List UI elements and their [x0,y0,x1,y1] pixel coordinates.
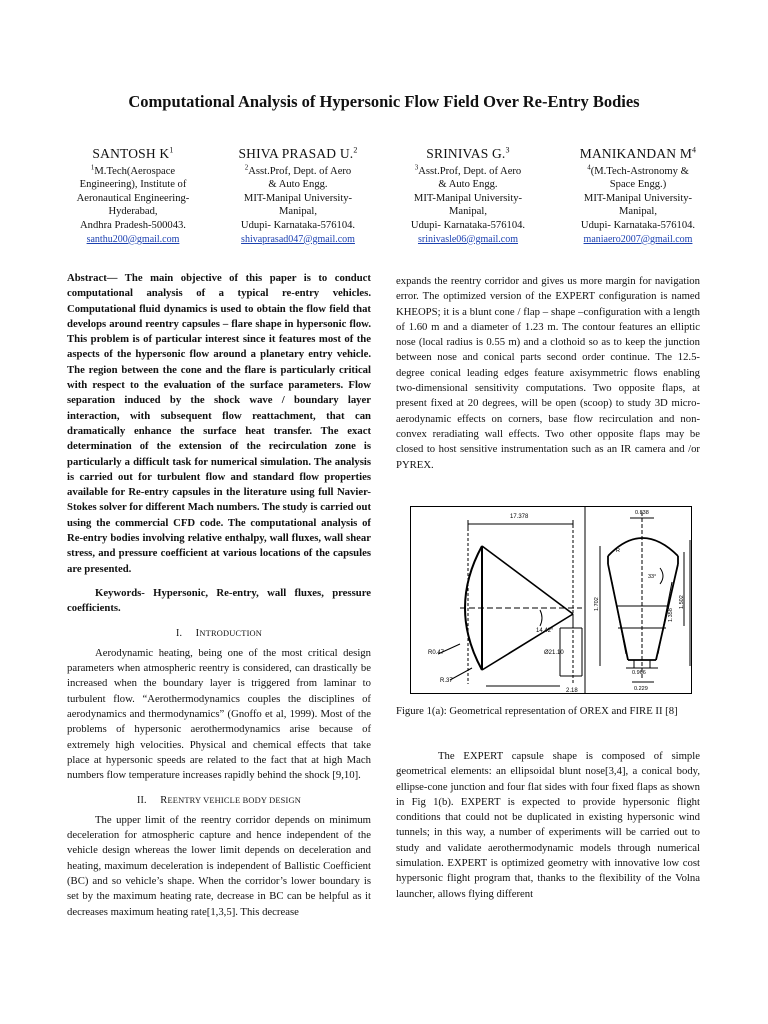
author-affiliation-line: Udupi- Karnataka-576104. [410,219,526,231]
author-affiliation-line: Engineering), Institute of [79,179,187,191]
author-affiliation-line: Hyderabad, [108,206,158,218]
author-email-link[interactable]: santhu200@gmail.com [86,233,180,245]
fire-height3-label: 1.358 [668,608,674,622]
section-heading-introduction: I. INTRODUCTION [175,627,263,639]
author-block-2 [218,147,378,246]
paper-title: Computational Analysis of Hypersonic Flow Field Over Re-Entry Bodies [128,92,640,111]
author-email-link[interactable]: maniaero2007@gmail.com [583,233,693,245]
right-column-paragraph: expands the reentry corridor and gives us more margin for navigation error. The optimized version of the EXPERT configuration is named KHEOPS; it is a blunt cone / flap – shape –configuration with a length of 1.60 m and a diameter of 1.23 m. The contour features an elliptic nose (local radius is 0.55 m) and a clothoid so as to keep the junction between nose and conical parts second order continue. The 12.5-degree conical leading edges feature axisymmetric flows enabling two-dimensional sensitivity computations. Two opposite flaps, at present fixed at 20 degrees, will be open (scoop) to study 3D micro-aerodynamic effects on corners, base flow recirculation and non-convex reradiating wall effects. Two other opposite flaps may be closed to host sensitive instrumentation such as an IR camera and /or PYREX. [396,275,700,471]
fire-top-dimension-label: 0.838 [635,510,649,516]
author-email-link[interactable]: shivaprasad047@gmail.com [241,233,355,245]
reentry-paragraph: The upper limit of the reentry corridor depends on minimum deceleration for atmospheric capture and hence independent of the vehicle design whereas the lower limit depends on deceleration and heating, maximum deceleration is independent of Ballistic Coefficient (BC) and so vehicle’s shape. When the corridor’s lower boundary is set by the maximum heating rate, decrease in BC can be helpful as it decreases maximum heating rate[1,3,5]. This decrease [67,813,371,918]
author-affiliation-line: MIT-Manipal University- [413,192,523,204]
fire-height-label: 1.702 [594,597,600,611]
author-affiliation-line: MIT-Manipal University- [583,192,693,204]
author-name: SANTOSH $K^1$ [92,145,174,161]
author-affiliation-line: & Auto Engg. [438,179,498,191]
author-email-link[interactable]: srinivasle06@gmail.com [417,233,519,245]
author-affiliation-line: Space Engg.) [609,179,667,191]
author-affiliation-line: $^1$M.Tech(Aerospace [90,163,176,177]
orex-radius2-label: R.37 [440,678,453,684]
author-affiliation-line: $^3$Asst.Prof, Dept. of Aero [414,163,522,177]
fire-height2-label: 1.502 [679,595,685,609]
author-affiliation-line: $^4$(M.Tech-Astronomy & [587,163,689,177]
abstract: Abstract— The main objective of this paper is to conduct computational analysis of a typical re-entry vehicles. Computational fluid dynamics is used to obtain the flow field that develops around reentry capsules – flare shape in hypersonic flow. This problem is of particular interest since it features most of the aspects of the hypersonic flow around a planetary entry vehicle. The region between the cone and the flare is particularly critical with respect to the evaluation of the surface parameters. Flow separation induced by the shock wave / boundary layer interaction, with subsequent flow reattachment, that can dramatically enhance the surface heat transfer. The exact determination of the extension of the recirculation zone is particularly a difficult task for numerical simulation. The analysis is carried out for turbulent flow and standard flow properties available for Re-entry capsules in the literature using full Navier-Stokes solver for different Mach numbers. The study is carried out using the commercial CFD code. The computational analysis of Re-entry bodies involving relative enthalpy, wall fluxes, wall shear stress, and pressure coefficient at various locations of the capsules are presented. [67,272,371,575]
keywords: Keywords- Hypersonic, Re-entry, wall fluxes, pressure coefficients. [67,586,371,615]
section-heading-reentry-vehicle: II. REENTRY VEHICLE BODY DESIGN [136,794,301,806]
right-column-top [396,274,700,473]
author-affiliation-line: MIT-Manipal University- [243,192,353,204]
figure-drawing [410,506,692,694]
fire-width-label: 0.966 [632,670,646,676]
author-affiliation-line: & Auto Engg. [268,179,328,191]
fire-angle-label: 33° [648,574,657,580]
orex-angle-label: 14.42° [536,628,554,634]
author-affiliation-line: $^2$Asst.Prof, Dept. of Aero [244,163,352,177]
orex-radius-label: R0.47 [428,650,445,656]
author-block-3 [388,147,548,246]
author-name: SHIVA PRASAD U.$^2$ [238,145,358,161]
orex-length-label: 2.18 [566,688,578,694]
author-affiliation-line: Manipal, [449,206,487,218]
author-name: MANIKANDAN $M^4$ [579,145,697,161]
author-block-4 [558,147,718,246]
figure-orex-fire [410,506,692,694]
author-block-1 [53,147,213,246]
author-affiliation-line: Udupi- Karnataka-576104. [580,219,696,231]
right-column-bottom [396,749,700,902]
right-column-paragraph-2: The EXPERT capsule shape is composed of simple geometrical elements: an ellipsoidal blunt nose[3,4], a conical body, ellipse-cone junction and four flat sides with four fixed flaps as shown in Fig 1(b). EXPERT is expected to provide hypersonic flight conditions that could not be duplicated in existing hypersonic wind tunnels; in this way, a number of experiments will be carried out to study and validate aerothermodynamic models through numerical simulation. EXPERT is optimized geometry with innovative low cost hypersonic flight program that, thanks to the flexibility of the Volna launcher, allows flying different [396,750,700,900]
author-affiliation-line: Manipal, [279,206,317,218]
author-affiliation-line: Aeronautical Engineering- [76,192,190,204]
author-affiliation-line: Andhra Pradesh-500043. [80,219,186,231]
orex-top-dimension-label: 17.378 [510,514,529,520]
left-column [67,271,371,920]
author-affiliation-line: Udupi- Karnataka-576104. [240,219,356,231]
fire-width2-label: 0.229 [634,686,648,692]
fire-radius-label: R [616,548,620,554]
author-affiliation-line: Manipal, [619,206,657,218]
introduction-paragraph: Aerodynamic heating, being one of the most critical design parameters when atmospheric reentry is considered, can drastically be increased when the boundary layer is triggered from laminar to turbulent flow. “Aerothermodynamics couples the disciplines of aerodynamics and thermodynamics” (Gnoffo et al, 1999). Most of the problems of hypersonic aerothermodynamics arise because of extremely high velocities. Physical and chemical effects that take place at hypersonic speeds are related to the fact that at high Mach numbers flow temperature increases rapidly behind the shock [9,10]. [67,646,371,782]
author-name: SRINIVAS G.$^3$ [426,145,510,161]
figure-caption: Figure 1(a): Geometrical representation of OREX and FIRE II [8] [396,705,678,717]
orex-diameter-label: Ø21.10 [544,650,564,656]
